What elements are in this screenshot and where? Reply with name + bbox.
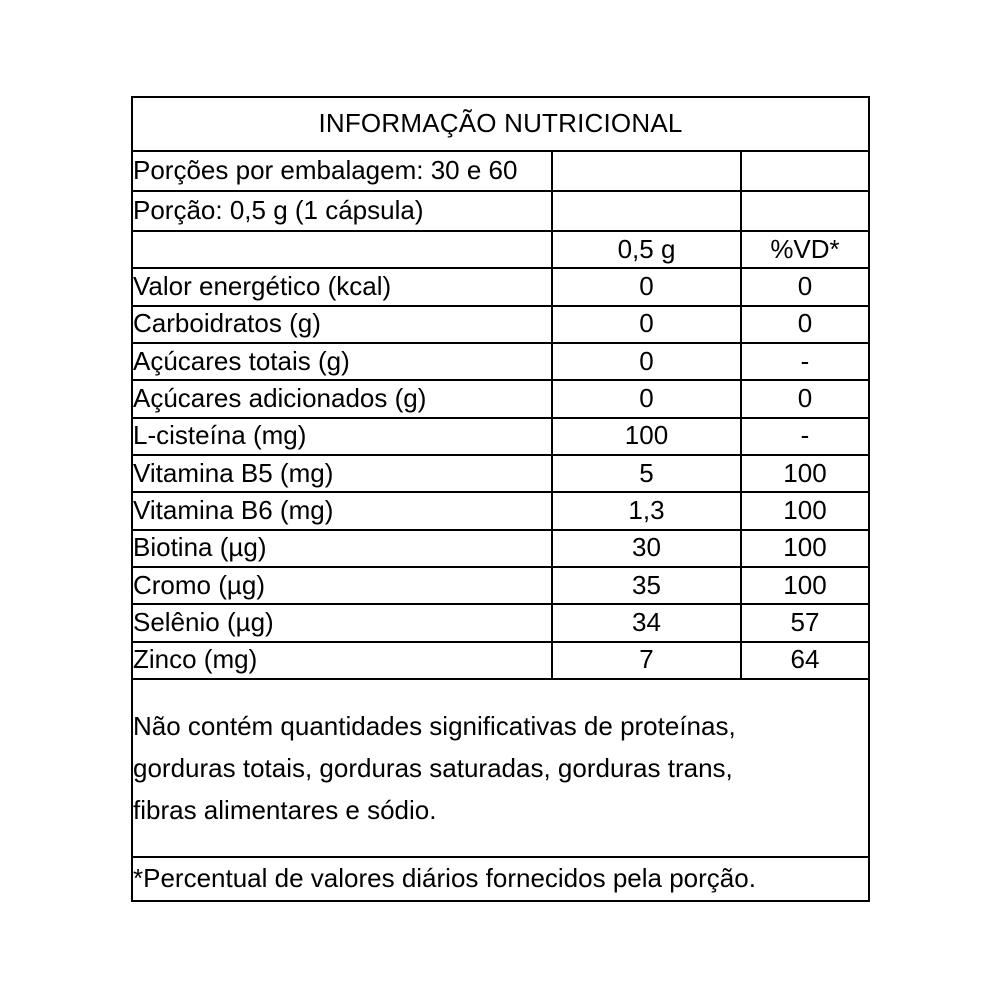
serving-size-text: Porção: 0,5 g (1 cápsula): [132, 191, 552, 231]
nutrient-name: Selênio (µg): [132, 604, 552, 641]
servings-per-package-row: [132, 151, 869, 191]
nutrient-amount: 0: [552, 268, 741, 305]
nutrient-name: Cromo (µg): [132, 567, 552, 604]
table-row: [132, 530, 869, 567]
label-title: INFORMAÇÃO NUTRICIONAL: [132, 97, 869, 151]
nutrient-amount: 1,3: [552, 492, 741, 529]
column-header-nutrient: [132, 231, 552, 268]
column-header-daily-value: %VD*: [741, 231, 869, 268]
note-line: fibras alimentares e sódio.: [133, 795, 437, 826]
daily-value-footnote: *Percentual de valores diários fornecidos pela porção.: [132, 857, 869, 901]
nutrient-amount: 7: [552, 642, 741, 679]
daily-value-footnote-row: [132, 857, 869, 901]
table-row: [132, 418, 869, 455]
insignificant-amounts-note: [132, 679, 869, 857]
nutrient-amount: 0: [552, 380, 741, 417]
servings-per-package-vd-cell: [741, 151, 869, 191]
table-row: [132, 306, 869, 343]
nutrient-daily-value: -: [741, 418, 869, 455]
table-row: [132, 455, 869, 492]
nutrient-amount: 0: [552, 306, 741, 343]
table-row: [132, 642, 869, 679]
servings-per-package-text: Porções por embalagem: 30 e 60: [132, 151, 552, 191]
column-header-row: [132, 231, 869, 268]
nutrient-name: Açúcares totais (g): [132, 343, 552, 380]
serving-size-row: [132, 191, 869, 231]
nutrient-daily-value: 100: [741, 455, 869, 492]
nutrient-daily-value: 0: [741, 380, 869, 417]
note-line: gorduras totais, gorduras saturadas, gorduras trans,: [133, 752, 733, 783]
insignificant-amounts-note-row: [132, 679, 869, 857]
nutrient-daily-value: 0: [741, 306, 869, 343]
table-row: [132, 380, 869, 417]
nutrient-name: Açúcares adicionados (g): [132, 380, 552, 417]
nutrient-name: L-cisteína (mg): [132, 418, 552, 455]
nutrient-daily-value: 0: [741, 268, 869, 305]
nutrition-table-body: [132, 97, 869, 901]
nutrient-name: Vitamina B5 (mg): [132, 455, 552, 492]
nutrient-daily-value: 100: [741, 567, 869, 604]
serving-size-vd-cell: [741, 191, 869, 231]
nutrient-name: Vitamina B6 (mg): [132, 492, 552, 529]
column-header-amount: 0,5 g: [552, 231, 741, 268]
nutrient-daily-value: 100: [741, 530, 869, 567]
nutrient-amount: 34: [552, 604, 741, 641]
nutrient-amount: 30: [552, 530, 741, 567]
note-line: Não contém quantidades significativas de proteínas,: [133, 710, 736, 741]
serving-size-amount-cell: [552, 191, 741, 231]
table-row: [132, 604, 869, 641]
nutrient-name: Biotina (µg): [132, 530, 552, 567]
nutrient-daily-value: 64: [741, 642, 869, 679]
table-row: [132, 492, 869, 529]
nutrient-daily-value: -: [741, 343, 869, 380]
nutrient-amount: 100: [552, 418, 741, 455]
nutrient-name: Zinco (mg): [132, 642, 552, 679]
table-row: [132, 567, 869, 604]
title-row: [132, 97, 869, 151]
nutrient-amount: 0: [552, 343, 741, 380]
nutrient-name: Carboidratos (g): [132, 306, 552, 343]
nutrient-name: Valor energético (kcal): [132, 268, 552, 305]
nutrient-daily-value: 100: [741, 492, 869, 529]
nutrition-table: [131, 96, 870, 902]
table-row: [132, 343, 869, 380]
nutrient-amount: 35: [552, 567, 741, 604]
table-row: [132, 268, 869, 305]
servings-per-package-amount-cell: [552, 151, 741, 191]
nutrient-daily-value: 57: [741, 604, 869, 641]
nutrition-facts-label: [131, 96, 868, 902]
nutrient-amount: 5: [552, 455, 741, 492]
